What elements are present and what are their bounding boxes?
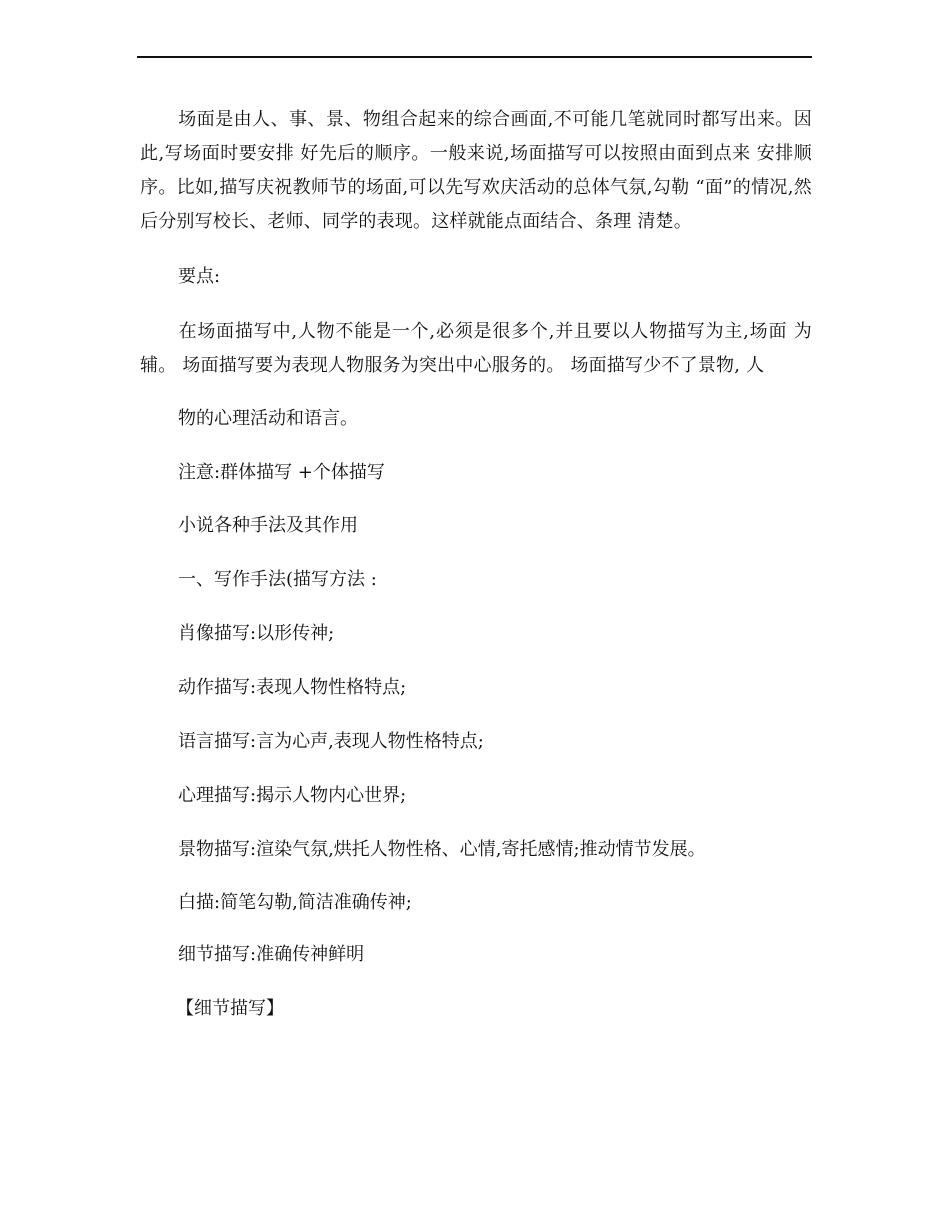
line-psych-language: 物的心理活动和语言。 <box>178 408 358 429</box>
paragraph-scene-people-text: 在场面描写中,人物不能是一个,必须是很多个,并且要以人物描写为主,场面 为辅。 场面描写要为表现人物服务为突出中心服务的。 场面描写少不了景物, 人 <box>140 321 812 376</box>
item-detail: 细节描写:准确传神鲜明 <box>178 944 365 965</box>
paragraph-scene-people <box>140 315 812 383</box>
heading-writing-techniques: 一、写作手法(描写方法 : <box>178 569 377 590</box>
paragraph-scene-order-text: 场面是由人、事、景、物组合起来的综合画面,不可能几笔就同时都写出来。因 此,写场面时要安排 好先后的顺序。一般来说,场面描写可以按照由面到点来 安排顺序。比如,描写庆祝教师节的场面,可以先写欢庆活动的总体气氛,勾勒 “面”的情况,然后分别写校长、老师、同学的表现。这样就能点面结合、条理 清楚。 <box>140 109 812 232</box>
paragraph-scene-order <box>140 103 812 239</box>
label-key-points: 要点: <box>178 266 221 287</box>
item-scenery: 景物描写:渲染气氛,烘托人物性格、心情,寄托感情;推动情节发展。 <box>178 839 706 860</box>
line-novel-techniques: 小说各种手法及其作用 <box>178 515 358 536</box>
section-heading-detail: 【细节描写】 <box>176 998 284 1019</box>
header-rule <box>137 56 812 58</box>
item-portrait: 肖像描写:以形传神; <box>178 623 335 644</box>
item-language: 语言描写:言为心声,表现人物性格特点; <box>178 731 484 752</box>
item-action: 动作描写:表现人物性格特点; <box>178 677 407 698</box>
line-note: 注意:群体描写 +个体描写 <box>178 462 385 483</box>
item-psychology: 心理描写:揭示人物内心世界; <box>178 785 407 806</box>
item-sketch: 白描:简笔勾勒,简洁准确传神; <box>178 892 412 913</box>
